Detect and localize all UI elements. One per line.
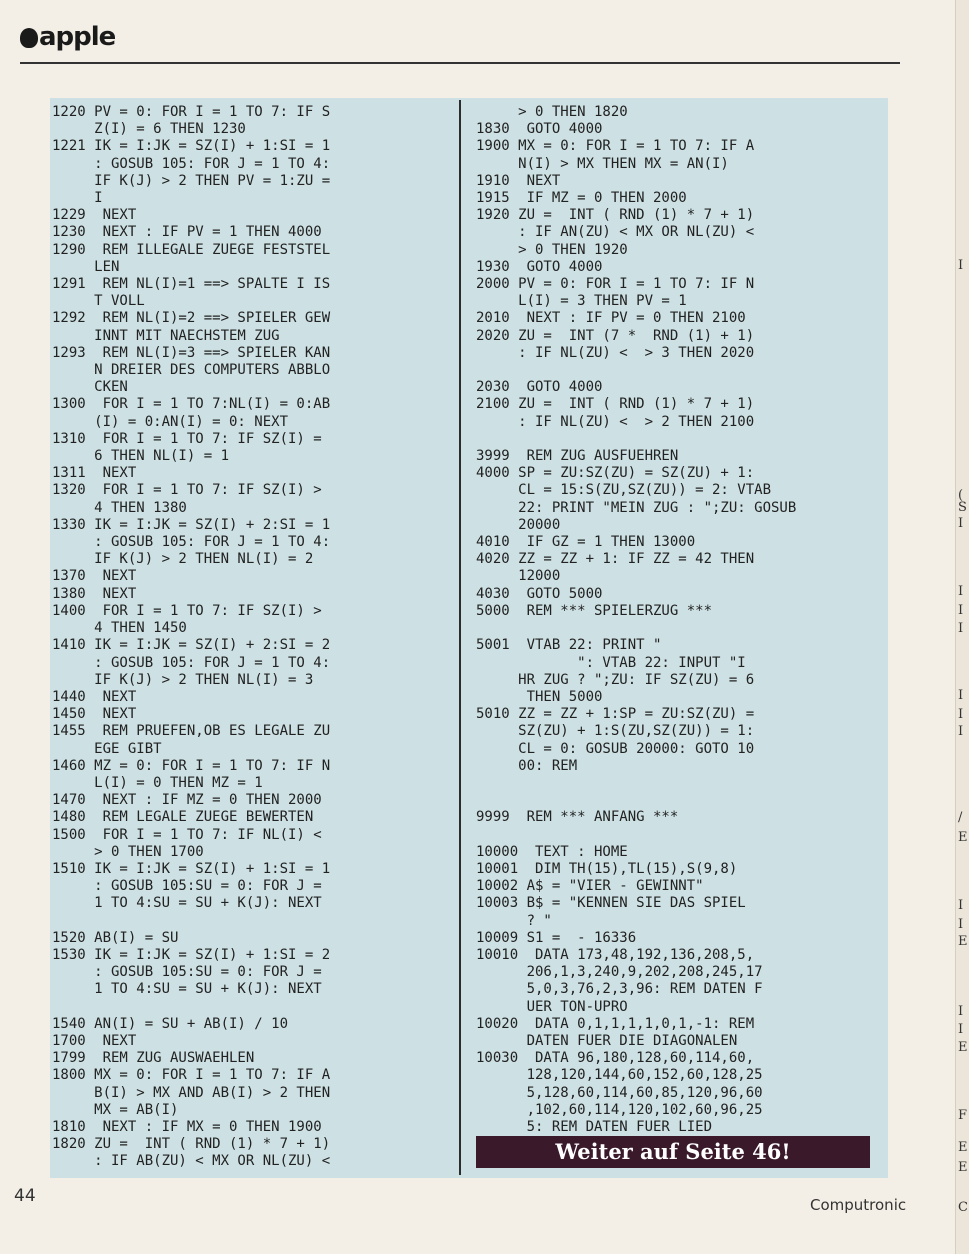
- code-line: 4020 ZZ = ZZ + 1: IF ZZ = 42 THEN: [476, 551, 755, 568]
- edge-fragment: (: [958, 488, 964, 503]
- code-line: : IF NL(ZU) < > 2 THEN 2100: [476, 413, 755, 430]
- code-line: 1370 NEXT: [52, 568, 137, 585]
- code-line: : IF AB(ZU) < MX OR NL(ZU) <: [52, 1153, 331, 1170]
- code-line: 1530 IK = I:JK = SZ(I) + 1:SI = 2: [52, 946, 331, 963]
- code-line: 5001 VTAB 22: PRINT ": [476, 637, 662, 654]
- code-line: L(I) = 3 THEN PV = 1: [476, 293, 687, 310]
- magazine-name: Computronic: [810, 1196, 907, 1214]
- code-line: (I) = 0:AN(I) = 0: NEXT: [52, 413, 289, 430]
- code-line: 10002 A$ = "VIER - GEWINNT": [476, 878, 704, 895]
- code-line: CL = 15:S(ZU,SZ(ZU)) = 2: VTAB: [476, 482, 772, 499]
- edge-fragment: I: [958, 724, 964, 739]
- code-line: 4030 GOTO 5000: [476, 585, 603, 602]
- edge-fragment: I: [958, 584, 964, 599]
- code-line: 1400 FOR I = 1 TO 7: IF SZ(I) >: [52, 602, 322, 619]
- edge-fragment: I: [958, 688, 964, 703]
- code-line: > 0 THEN 1920: [476, 241, 628, 258]
- code-line: 1470 NEXT : IF MZ = 0 THEN 2000: [52, 792, 322, 809]
- code-line: 10001 DIM TH(15),TL(15),S(9,8): [476, 860, 738, 877]
- code-line: 1300 FOR I = 1 TO 7:NL(I) = 0:AB: [52, 396, 331, 413]
- code-line: 5,128,60,114,60,85,120,96,60: [476, 1084, 763, 1101]
- code-line: 1700 NEXT: [52, 1032, 137, 1049]
- code-line: 1292 REM NL(I)=2 ==> SPIELER GEW: [52, 310, 331, 327]
- code-line: 3999 REM ZUG AUSFUEHREN: [476, 448, 679, 465]
- code-line: IF K(J) > 2 THEN PV = 1:ZU =: [52, 172, 331, 189]
- code-line: 1930 GOTO 4000: [476, 258, 603, 275]
- code-line: 1820 ZU = INT ( RND (1) * 7 + 1): [52, 1136, 331, 1153]
- code-line: MX = AB(I): [52, 1101, 179, 1118]
- continued-banner: Weiter auf Seite 46!: [476, 1136, 870, 1168]
- code-line: [476, 775, 886, 792]
- code-line: 12000: [476, 568, 561, 585]
- code-line: > 0 THEN 1820: [476, 104, 628, 120]
- code-line: 128,120,144,60,152,60,128,25: [476, 1067, 763, 1084]
- code-line: SZ(ZU) + 1:S(ZU,SZ(ZU)) = 1:: [476, 723, 755, 740]
- code-line: 10000 TEXT : HOME: [476, 843, 628, 860]
- code-line: 1460 MZ = 0: FOR I = 1 TO 7: IF N: [52, 757, 331, 774]
- code-line: 206,1,3,240,9,202,208,245,17: [476, 964, 763, 981]
- code-line: 2000 PV = 0: FOR I = 1 TO 7: IF N: [476, 276, 755, 293]
- code-line: Z(I) = 6 THEN 1230: [52, 121, 246, 138]
- code-line: [476, 431, 886, 448]
- code-line: 5010 ZZ = ZZ + 1:SP = ZU:SZ(ZU) =: [476, 706, 755, 723]
- code-line: 1800 MX = 0: FOR I = 1 TO 7: IF A: [52, 1067, 331, 1084]
- code-line: 1311 NEXT: [52, 465, 137, 482]
- code-line: 10030 DATA 96,180,128,60,114,60,: [476, 1050, 755, 1067]
- edge-fragment: S: [958, 500, 967, 515]
- edge-fragment: F: [958, 1108, 968, 1123]
- code-line: [52, 913, 456, 930]
- code-line: 1 TO 4:SU = SU + K(J): NEXT: [52, 981, 322, 998]
- code-line: 22: PRINT "MEIN ZUG : ";ZU: GOSUB: [476, 499, 797, 516]
- code-line: 1799 REM ZUG AUSWAEHLEN: [52, 1050, 255, 1067]
- code-line: [476, 620, 886, 637]
- code-line: [476, 792, 886, 809]
- edge-fragment: I: [958, 707, 964, 722]
- code-line: 1480 REM LEGALE ZUEGE BEWERTEN: [52, 809, 314, 826]
- code-line: 10010 DATA 173,48,192,136,208,5,: [476, 946, 755, 963]
- code-line: 1221 IK = I:JK = SZ(I) + 1:SI = 1: [52, 138, 331, 155]
- code-line: DATEN FUER DIE DIAGONALEN: [476, 1032, 738, 1049]
- code-line: ? ": [476, 912, 552, 929]
- code-line: CKEN: [52, 379, 128, 396]
- code-line: 10003 B$ = "KENNEN SIE DAS SPIEL: [476, 895, 746, 912]
- apple-icon: [20, 28, 38, 48]
- apple-logo: [20, 22, 115, 52]
- code-line: 1320 FOR I = 1 TO 7: IF SZ(I) >: [52, 482, 322, 499]
- code-line: N DREIER DES COMPUTERS ABBLO: [52, 362, 331, 379]
- code-line: : IF NL(ZU) < > 3 THEN 2020: [476, 344, 755, 361]
- code-line: L(I) = 0 THEN MZ = 1: [52, 774, 263, 791]
- page-number: 44: [14, 1186, 36, 1206]
- code-line: 1293 REM NL(I)=3 ==> SPIELER KAN: [52, 344, 331, 361]
- code-line: IF K(J) > 2 THEN NL(I) = 3: [52, 671, 314, 688]
- code-line: THEN 5000: [476, 688, 603, 705]
- code-line: 20000: [476, 516, 561, 533]
- edge-fragment: C: [958, 1200, 968, 1215]
- edge-fragment: I: [958, 1004, 964, 1019]
- code-line: B(I) > MX AND AB(I) > 2 THEN: [52, 1084, 331, 1101]
- logo-text: apple: [39, 22, 116, 52]
- header-rule: [20, 62, 900, 64]
- column-divider: [459, 100, 461, 1175]
- code-line: 1330 IK = I:JK = SZ(I) + 2:SI = 1: [52, 516, 331, 533]
- edge-fragment: E: [958, 934, 968, 949]
- code-line: CL = 0: GOSUB 20000: GOTO 10: [476, 740, 755, 757]
- code-line: 2030 GOTO 4000: [476, 379, 603, 396]
- code-line: ": VTAB 22: INPUT "I: [476, 654, 746, 671]
- code-line: INNT MIT NAECHSTEM ZUG: [52, 327, 280, 344]
- edge-fragment: E: [958, 1040, 968, 1055]
- code-line: 1830 GOTO 4000: [476, 121, 603, 138]
- code-line: HR ZUG ? ";ZU: IF SZ(ZU) = 6: [476, 671, 755, 688]
- code-line: 5,0,3,76,2,3,96: REM DATEN F: [476, 981, 763, 998]
- code-line: 1810 NEXT : IF MX = 0 THEN 1900: [52, 1118, 322, 1135]
- code-line: > 0 THEN 1700: [52, 843, 204, 860]
- edge-fragment: E: [958, 1140, 968, 1155]
- code-line: 1920 ZU = INT ( RND (1) * 7 + 1): [476, 207, 755, 224]
- edge-fragment: I: [958, 258, 964, 273]
- code-line: : GOSUB 105:SU = 0: FOR J =: [52, 964, 322, 981]
- code-line: 1291 REM NL(I)=1 ==> SPALTE I IS: [52, 276, 331, 293]
- edge-fragment: I: [958, 516, 964, 531]
- edge-fragment: /: [958, 810, 963, 825]
- code-line: 1440 NEXT: [52, 688, 137, 705]
- code-line: LEN: [52, 258, 120, 275]
- code-line: 5: REM DATEN FUER LIED: [476, 1118, 713, 1135]
- code-line: 1450 NEXT: [52, 706, 137, 723]
- code-line: : IF AN(ZU) < MX OR NL(ZU) <: [476, 224, 755, 241]
- code-line: [52, 999, 456, 1016]
- listing-column-right: [476, 104, 886, 1136]
- edge-fragment: I: [958, 1022, 964, 1037]
- code-line: 1455 REM PRUEFEN,OB ES LEGALE ZU: [52, 723, 331, 740]
- code-line: UER TON-UPRO: [476, 998, 628, 1015]
- code-line: 00: REM: [476, 757, 578, 774]
- edge-fragment: I: [958, 603, 964, 618]
- code-line: 1510 IK = I:JK = SZ(I) + 1:SI = 1: [52, 860, 331, 877]
- code-line: 2020 ZU = INT (7 * RND (1) + 1): [476, 327, 755, 344]
- code-line: IF K(J) > 2 THEN NL(I) = 2: [52, 551, 314, 568]
- code-line: : GOSUB 105: FOR J = 1 TO 4:: [52, 654, 331, 671]
- code-line: ,102,60,114,120,102,60,96,25: [476, 1101, 763, 1118]
- code-line: 1910 NEXT: [476, 172, 561, 189]
- code-line: 1220 PV = 0: FOR I = 1 TO 7: IF S: [52, 104, 331, 120]
- code-line: 6 THEN NL(I) = 1: [52, 448, 230, 465]
- code-line: EGE GIBT: [52, 740, 162, 757]
- code-line: : GOSUB 105: FOR J = 1 TO 4:: [52, 155, 331, 172]
- code-line: 1500 FOR I = 1 TO 7: IF NL(I) <: [52, 826, 322, 843]
- code-line: 1520 AB(I) = SU: [52, 929, 179, 946]
- code-line: 2100 ZU = INT ( RND (1) * 7 + 1): [476, 396, 755, 413]
- code-line: 4 THEN 1380: [52, 499, 187, 516]
- edge-fragment: E: [958, 830, 968, 845]
- code-line: 1380 NEXT: [52, 585, 137, 602]
- code-line: 4 THEN 1450: [52, 620, 187, 637]
- code-line: 10009 S1 = - 16336: [476, 929, 637, 946]
- code-line: N(I) > MX THEN MX = AN(I): [476, 155, 729, 172]
- code-line: 1900 MX = 0: FOR I = 1 TO 7: IF A: [476, 138, 755, 155]
- code-line: 1229 NEXT: [52, 207, 137, 224]
- code-line: I: [52, 190, 103, 207]
- edge-fragment: E: [958, 1160, 968, 1175]
- code-line: 1915 IF MZ = 0 THEN 2000: [476, 190, 687, 207]
- code-line: 9999 REM *** ANFANG ***: [476, 809, 679, 826]
- edge-fragment: I: [958, 898, 964, 913]
- code-line: 1 TO 4:SU = SU + K(J): NEXT: [52, 895, 322, 912]
- code-line: 1540 AN(I) = SU + AB(I) / 10: [52, 1015, 289, 1032]
- code-line: 1290 REM ILLEGALE ZUEGE FESTSTEL: [52, 241, 331, 258]
- code-line: 1310 FOR I = 1 TO 7: IF SZ(I) =: [52, 430, 322, 447]
- code-line: 5000 REM *** SPIELERZUG ***: [476, 602, 713, 619]
- code-line: 10020 DATA 0,1,1,1,1,0,1,-1: REM: [476, 1015, 755, 1032]
- code-line: 1410 IK = I:JK = SZ(I) + 2:SI = 2: [52, 637, 331, 654]
- code-line: [476, 827, 886, 844]
- edge-fragment: I: [958, 917, 964, 932]
- listing-column-left: [52, 104, 456, 1171]
- code-line: [476, 362, 886, 379]
- edge-fragment: I: [958, 621, 964, 636]
- code-line: 4000 SP = ZU:SZ(ZU) = SZ(ZU) + 1:: [476, 465, 755, 482]
- code-line: : GOSUB 105: FOR J = 1 TO 4:: [52, 534, 331, 551]
- code-line: 1230 NEXT : IF PV = 1 THEN 4000: [52, 224, 322, 241]
- code-line: T VOLL: [52, 293, 145, 310]
- code-line: : GOSUB 105:SU = 0: FOR J =: [52, 878, 322, 895]
- code-line: 4010 IF GZ = 1 THEN 13000: [476, 534, 696, 551]
- code-line: 2010 NEXT : IF PV = 0 THEN 2100: [476, 310, 746, 327]
